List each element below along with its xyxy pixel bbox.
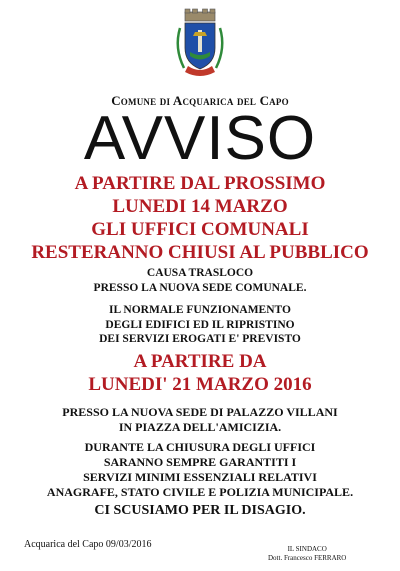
reason-line: PRESSO LA NUOVA SEDE COMUNALE. [93,281,307,294]
services-line: SERVIZI MINIMI ESSENZIALI RELATIVI [83,470,317,484]
place-date: Acquarica del Capo 09/03/2016 [24,539,152,550]
restoration-line: DEGLI EDIFICI ED IL RIPRISTINO [105,318,295,331]
restoration-line: IL NORMALE FUNZIONAMENTO [109,304,291,316]
closure-line: GLI UFFICI COMUNALI [91,219,309,240]
location-line: IN PIAZZA DELL'AMICIZIA. [118,420,282,434]
restoration-text [0,303,400,347]
notice-title: AVVISO [83,104,317,173]
municipality-name: Comune di Acquarica del Capo [111,93,289,108]
essential-services-text [0,440,400,500]
services-line: ANAGRAFE, STATO CIVILE E POLIZIA MUNICIPALE. [46,485,354,499]
signer-name: Dott. Francesco FERRARO [268,554,347,562]
new-location-text [0,405,400,435]
apology-text: CI SCUSIAMO PER IL DISAGIO. [94,503,306,518]
reopening-line: LUNEDI' 21 MARZO 2016 [88,374,312,395]
signer-role: IL SINDACO [287,545,327,553]
reason-line: CAUSA TRASLOCO [146,267,254,279]
closure-line: A PARTIRE DAL PROSSIMO [74,173,326,194]
closure-line: RESTERANNO CHIUSI AL PUBBLICO [31,242,369,263]
location-line: PRESSO LA NUOVA SEDE DI PALAZZO VILLANI [62,405,338,419]
reason-text [0,266,400,295]
services-line: SARANNO SEMPRE GARANTITI I [103,455,297,469]
signature-block [268,545,346,563]
services-line: DURANTE LA CHIUSURA DEGLI UFFICI [84,440,316,454]
closure-line: LUNEDI 14 MARZO [112,196,288,217]
reopening-line: A PARTIRE DA [133,351,267,372]
restoration-line: DEI SERVIZI EROGATI E' PREVISTO [99,333,301,345]
closure-announcement [0,172,400,264]
reopening-date [0,350,400,396]
municipal-crest-icon [172,8,228,78]
